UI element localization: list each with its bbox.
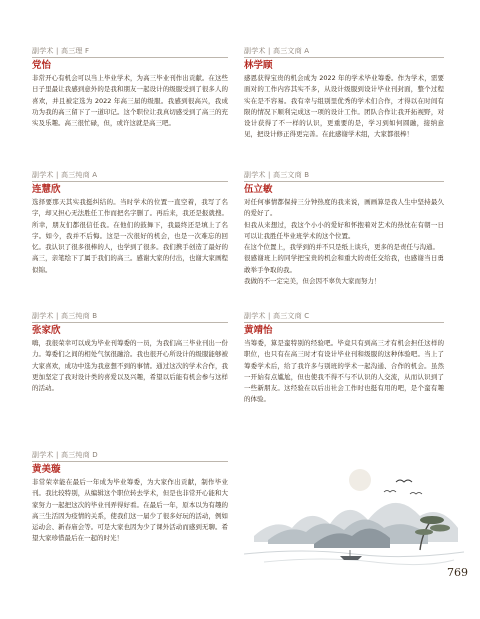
entry-body <box>32 73 228 129</box>
cranes <box>384 480 422 494</box>
entry-body <box>32 338 228 394</box>
student-name: 黄美璇 <box>32 464 61 475</box>
entry-paragraph: 很感谢班上的同学把宝贵的机会和重大的责任交给我，也感谢当日勇敢举手争取的我。 <box>244 254 444 274</box>
entry-lin-xuegu <box>244 46 444 141</box>
entry-paragraph: 当筹委，算是蛮特别的经验吧。毕竟只有到高三才有机会担任这样的职位，也只有在高三时才有设计毕业刊和级服的这种体验吧。当上了筹委学术后，给了我许多与别班的学术一起沟通、合作的机会。虽然一开始有点尴尬，但也使我不得不与不认识的人交流，从而认识到了一些新朋友。这经验在以后出社会工作时也挺有用的吧，是个蛮有趣的体验。 <box>244 339 444 404</box>
student-name: 党怡 <box>32 60 52 71</box>
entry-paragraph: 在这个位置上，我学到的并不只是纸上谈兵，更多的是责任与沟通。 <box>244 243 439 252</box>
entry-lian-huixin <box>32 170 228 276</box>
role-label: 副学术 | 高三纯商 B <box>32 311 228 323</box>
entry-body <box>244 73 444 141</box>
student-name: 林学顾 <box>244 60 273 71</box>
entry-paragraph: 对任何事情都保持三分钟热度的我来说，画画算是我人生中坚持最久的爱好了。 <box>244 198 444 218</box>
role-label: 副学术 | 高三文商 B <box>244 170 444 182</box>
role-label: 副学术 | 高三理 F <box>32 46 228 58</box>
page-number: 769 <box>447 566 468 579</box>
role-label: 副学术 | 高三文商 C <box>244 311 444 323</box>
entry-body <box>32 477 228 545</box>
entry-paragraph: 我做的不一定完美，但会因不辜负大家而努力！ <box>244 277 381 286</box>
student-name: 伍立敏 <box>244 184 273 195</box>
entry-huang-jingyi <box>244 311 444 406</box>
entry-paragraph: 非常荣幸能在最后一年成为毕业筹委，为大家作出贡献，制作毕业刊。我比较特别，从编辑这个职位转去学术，但是也非常开心能和大家努力一起把这次的毕业刊弄得好看。在最后一年，原本以为有趣的高三生活因为疫情的关系，使我们这一届少了很多好玩的活动，例如运动会、新春庙会等。可是大家也因为少了课外活动而感到无聊。希望大家珍惜最后在一起的时光！ <box>32 478 228 543</box>
entry-huang-meixuan <box>32 450 228 545</box>
moon <box>349 469 371 491</box>
role-label: 副学术 | 高三纯商 A <box>32 170 228 182</box>
student-name: 张家欣 <box>32 325 61 336</box>
student-name: 连慧欣 <box>32 184 61 195</box>
entry-body <box>244 338 444 406</box>
entry-body <box>244 197 444 287</box>
entry-paragraph: 选择要那天其实我挺纠结的。当时学术的位置一直空着，我写了名字，却又担心无法胜任工作而把名字删了。再后来，我还是报就搜。所幸，朋友们都很信任我。在他们的鼓舞下，我最终还是填上了名字。如今，我并不后悔。这是一次很好的机会，也是一次难忘的回忆。我认识了很多很棒的人，也学到了很多。我们携手创造了最好的高三，亲笔绘下了属于我们的高三。感谢大家的付出，也谢大家画程似锦。 <box>32 198 228 274</box>
ink-landscape-illustration <box>244 458 464 576</box>
student-name: 黄靖怡 <box>244 325 273 336</box>
entry-paragraph: 非常开心有机会可以当上毕业学术，为高三毕业刊作出贡献。在这些日子里最让我感到意外的是我和朋友一起设计的级服受到了很多人的喜欢，并且被定选为 2022 年高三届的级服。我感到很高兴，我成功为我的高三留下了一道印记。这个职位让我真切感受到了高三的充实及乐趣。高三很忙碌，但，或许这就是高三吧。 <box>32 74 228 128</box>
entry-paragraph: 感恩获得宝贵的机会成为 2022 年的学术毕业筹委。作为学术，需要面对的工作内容其实不多，从设计级服到设计毕业刊封面，整个过程实在是不容易。我有幸与组别里优秀的学术们合作，才得以在时间有限的情况下顺利完成这一项的设计工作。团队合作让我开拓视野，对设计获得了不一样的认识，更重要的是，学习到如何圆融，接纳意见，把设计修正得更完善。在此感谢学术组，大家都很棒！ <box>244 74 444 139</box>
role-label: 副学术 | 高三纯商 D <box>32 450 228 462</box>
entry-dang-yi <box>32 46 228 129</box>
entry-body <box>32 197 228 276</box>
role-label: 副学术 | 高三文商 A <box>244 46 444 58</box>
entry-wu-limin <box>244 170 444 287</box>
entry-paragraph: 嗨，我很荣幸可以成为毕业刊筹委的一员，为我们高三毕业刊出一份力。筹委们之间的相处气氛很融洽。我也很开心所设计的级服能够被大家喜欢，成功中选为我意想不到的事情。通过这次的学术合作，我更加坚定了我对设计类的喜爱以及兴趣，希望以后能有机会参与这样的活动。 <box>32 339 228 393</box>
entry-paragraph: 但我从来想过，我这个小小的爱好和怀抱着对艺术的热忱在有朝一日可以让我胜任毕业班学术的这个位置。 <box>244 220 444 240</box>
entry-zhang-jiaxin <box>32 311 228 394</box>
